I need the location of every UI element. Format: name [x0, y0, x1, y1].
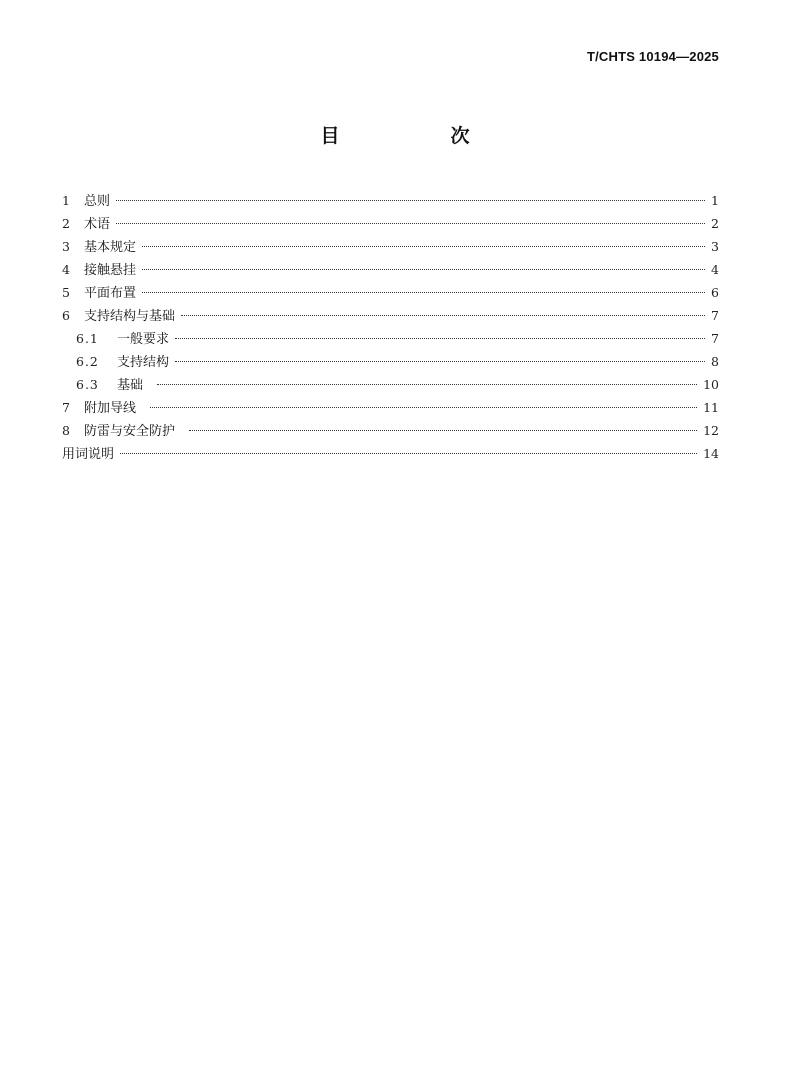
table-of-contents [62, 190, 719, 466]
toc-entry-number: 7 [62, 400, 70, 415]
standard-code: T/CHTS 10194—2025 [586, 49, 719, 64]
toc-entry-title: 接触悬挂 [84, 263, 137, 278]
toc-entry-6-2[interactable] [62, 351, 719, 374]
toc-entry-page: 14 [703, 446, 719, 461]
toc-entry-page: 8 [711, 354, 719, 369]
toc-entry-number: 6 [62, 308, 70, 323]
toc-entry-page: 10 [703, 377, 719, 392]
page-title: 目 次 [320, 125, 516, 147]
dot-leader [142, 269, 705, 270]
toc-entry-terms-explanation[interactable] [62, 443, 719, 466]
toc-entry-page: 7 [711, 308, 719, 323]
toc-entry-number: 5 [62, 285, 70, 300]
toc-entry-title: 平面布置 [84, 286, 137, 301]
toc-entry-1[interactable] [62, 190, 719, 213]
toc-entry-title: 一般要求 [117, 332, 170, 347]
toc-entry-number: 6.1 [76, 331, 99, 346]
dot-leader [150, 407, 697, 408]
toc-entry-page: 6 [711, 285, 719, 300]
dot-leader [157, 384, 697, 385]
toc-entry-2[interactable] [62, 213, 719, 236]
dot-leader [116, 223, 705, 224]
toc-entry-page: 2 [711, 216, 719, 231]
dot-leader [175, 361, 705, 362]
toc-entry-number: 2 [62, 216, 70, 231]
toc-entry-number: 6.3 [76, 377, 99, 392]
toc-entry-page: 4 [711, 262, 719, 277]
toc-entry-7[interactable] [62, 397, 719, 420]
toc-entry-6-3[interactable] [62, 374, 719, 397]
toc-entry-title: 支持结构与基础 [84, 309, 176, 324]
dot-leader [142, 246, 705, 247]
toc-entry-number: 1 [62, 193, 70, 208]
dot-leader [189, 430, 697, 431]
toc-entry-5[interactable] [62, 282, 719, 305]
toc-entry-title: 总则 [84, 194, 111, 209]
toc-entry-page: 11 [703, 400, 719, 415]
dot-leader [181, 315, 705, 316]
dot-leader [175, 338, 705, 339]
toc-entry-page: 3 [711, 239, 719, 254]
toc-entry-8[interactable] [62, 420, 719, 443]
toc-entry-title: 支持结构 [117, 355, 170, 370]
toc-entry-title: 附加导线 [84, 401, 137, 416]
toc-entry-title: 用词说明 [62, 447, 115, 462]
dot-leader [142, 292, 705, 293]
toc-entry-number: 3 [62, 239, 70, 254]
toc-entry-number: 6.2 [76, 354, 99, 369]
dot-leader [116, 200, 705, 201]
toc-entry-title: 基本规定 [84, 240, 137, 255]
toc-entry-page: 12 [703, 423, 719, 438]
toc-entry-6-1[interactable] [62, 328, 719, 351]
dot-leader [120, 453, 697, 454]
toc-entry-4[interactable] [62, 259, 719, 282]
toc-entry-number: 8 [62, 423, 70, 438]
toc-entry-number: 4 [62, 262, 70, 277]
toc-entry-3[interactable] [62, 236, 719, 259]
toc-entry-title: 术语 [84, 217, 111, 232]
toc-entry-page: 1 [711, 193, 719, 208]
toc-entry-page: 7 [711, 331, 719, 346]
toc-entry-title: 防雷与安全防护 [84, 424, 176, 439]
toc-entry-title: 基础 [117, 378, 144, 393]
toc-entry-6[interactable] [62, 305, 719, 328]
